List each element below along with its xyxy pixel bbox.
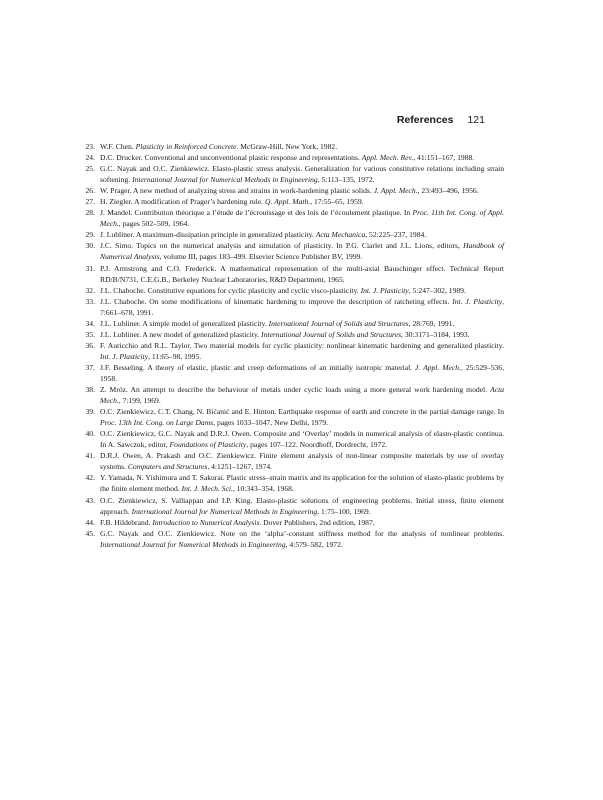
reference-item bbox=[78, 285, 504, 296]
reference-text-segment: , 41:151–167, 1988. bbox=[413, 153, 475, 163]
reference-item bbox=[78, 196, 504, 207]
reference-text bbox=[100, 185, 504, 196]
reference-list bbox=[78, 141, 504, 550]
reference-source-title: International Journal for Numerical Methods in Engineering bbox=[131, 506, 318, 516]
reference-text-segment: D.R.J. Owen, A. Prakash and O.C. Zienkiewicz. Finite element analysis of non-linear composite materials by use of overlay systems. bbox=[100, 451, 504, 472]
reference-text-segment: W.F. Chen. bbox=[100, 142, 136, 151]
reference-text-segment: J.L. Lubliner. A new model of generalized plasticity. bbox=[100, 329, 262, 339]
reference-text-segment: J.L. Chaboche. On some modifications of kinematic hardening to improve the description of ratcheting effects. bbox=[100, 296, 453, 306]
reference-text-segment: , 1:75–100, 1969. bbox=[317, 506, 371, 516]
reference-text-segment: O.C. Zienkiewicz, G.C. Nayak and D.R.J. Owen. Composite and ‘Overlay’ models in numerical analysis of elasto-plastic continua. In A. Sawczuk, editor, bbox=[100, 429, 504, 450]
reference-item bbox=[78, 450, 504, 472]
reference-text-segment: F.B. Hildebrand. bbox=[100, 517, 153, 527]
reference-source-title: Proc. 11th Int. Cong. of Appl. Mech. bbox=[100, 208, 504, 229]
reference-source-title: J. Appl. Mech. bbox=[415, 362, 461, 372]
reference-source-title: Int. J. Plasticity bbox=[100, 351, 149, 361]
reference-item bbox=[78, 495, 504, 517]
reference-text-segment: , 4:579–582, 1972. bbox=[285, 539, 343, 549]
reference-text bbox=[100, 340, 504, 362]
reference-text-segment: J. Lubliner. A maximum-dissipation principle in generalized plasticity. bbox=[100, 230, 316, 240]
reference-source-title: Acta Mech. bbox=[100, 385, 504, 406]
reference-text bbox=[100, 472, 504, 494]
reference-source-title: Handbook of Numerical Analysis bbox=[100, 241, 504, 262]
reference-text-segment: , 4:1251–1267, 1974. bbox=[207, 462, 273, 472]
reference-text bbox=[100, 428, 504, 450]
reference-item bbox=[78, 340, 504, 362]
reference-text-segment: O.C. Zienkiewicz, C.T. Chang, N. Bićanić and E. Hinton. Earthquake response of earth and concrete in the partial damage range. In bbox=[100, 407, 504, 417]
reference-number: 40. bbox=[85, 429, 95, 439]
reference-text bbox=[100, 528, 504, 550]
reference-text bbox=[100, 362, 504, 384]
reference-item bbox=[78, 296, 504, 318]
reference-item bbox=[78, 207, 504, 229]
reference-number: 38. bbox=[85, 385, 95, 395]
reference-text-segment: , 25:529–536, 1958. bbox=[100, 362, 504, 383]
reference-number: 26. bbox=[85, 186, 95, 196]
reference-item bbox=[78, 472, 504, 494]
reference-number: 36. bbox=[85, 340, 95, 350]
reference-text-segment: J. Mandel. Contribution théorique a l’étude de l’écrouissage et des lois de l’écoulement plastique. In bbox=[100, 208, 413, 218]
reference-text bbox=[100, 141, 504, 152]
reference-text-segment: . Dover Publishers, 2nd edition, 1987. bbox=[259, 517, 375, 527]
reference-item bbox=[78, 163, 504, 185]
reference-text-segment: , 10:343–354, 1968. bbox=[232, 484, 294, 494]
reference-text bbox=[100, 318, 504, 329]
reference-source-title: International Journal for Numerical Methods in Engineering bbox=[100, 539, 286, 549]
reference-source-title: Acta Mechanica bbox=[315, 230, 366, 240]
reference-text-segment: , volume III, pages 183–499. Elsevier Science Publisher BV, 1999. bbox=[159, 252, 363, 262]
reference-text-segment: H. Ziegler. A modification of Prager’s hardening rule. bbox=[100, 197, 265, 207]
reference-item bbox=[78, 141, 504, 152]
reference-text-segment: J.F. Besseling. A theory of elastic, plastic and creep deformations of an initially isotropic material. bbox=[100, 362, 416, 372]
reference-text-segment: W. Prager. A new method of analyzing stress and strains in work-hardening plastic solids. bbox=[100, 186, 374, 196]
reference-text bbox=[100, 263, 504, 285]
reference-text-segment: , 11:65–98, 1995. bbox=[148, 351, 202, 361]
reference-source-title: Introduction to Numerical Analysis bbox=[152, 517, 260, 527]
reference-text-segment: J.C. Simo. Topics on the numerical analysis and simulation of plasticity. In P.G. Ciarlet and J.L. Lions, editors, bbox=[100, 241, 464, 251]
reference-item bbox=[78, 263, 504, 285]
reference-source-title: Q. Appl. Math. bbox=[264, 197, 311, 207]
reference-text-segment: Y. Yamada, N. Yishimura and T. Sakurai. Plastic stress–strain matrix and its application for the solution of elasto-plastic problems by the finite element method. bbox=[100, 473, 504, 494]
reference-text bbox=[100, 196, 504, 207]
reference-number: 29. bbox=[85, 230, 95, 240]
reference-number: 30. bbox=[85, 241, 95, 251]
reference-text bbox=[100, 517, 504, 528]
reference-item bbox=[78, 517, 504, 528]
reference-item bbox=[78, 329, 504, 340]
reference-text-segment: , 17:55–65, 1959. bbox=[310, 197, 364, 207]
reference-number: 25. bbox=[85, 164, 95, 174]
reference-text bbox=[100, 240, 504, 262]
reference-text-segment: , 28:769, 1991. bbox=[408, 318, 455, 328]
reference-number: 43. bbox=[85, 495, 95, 505]
reference-number: 34. bbox=[85, 318, 95, 328]
page-number: 121 bbox=[467, 114, 485, 126]
reference-number: 45. bbox=[85, 528, 95, 538]
reference-number: 28. bbox=[85, 208, 95, 218]
running-header bbox=[397, 114, 485, 126]
reference-number: 42. bbox=[85, 473, 95, 483]
reference-number: 35. bbox=[85, 329, 95, 339]
reference-text-segment: . McGraw-Hill, New York, 1982. bbox=[236, 142, 338, 151]
reference-text-segment: J.L. Lubliner. A simple model of generalized plasticity. bbox=[100, 318, 269, 328]
reference-text-segment: , pages 502–509, 1964. bbox=[118, 219, 190, 229]
reference-text bbox=[100, 163, 504, 185]
reference-text-segment: , 7:199, 1969. bbox=[118, 396, 161, 406]
reference-source-title: International Journal of Solids and Structures bbox=[261, 329, 402, 339]
reference-source-title: Computers and Structures bbox=[127, 462, 208, 472]
reference-text bbox=[100, 296, 504, 318]
reference-item bbox=[78, 406, 504, 428]
reference-text bbox=[100, 450, 504, 472]
reference-item bbox=[78, 185, 504, 196]
reference-text bbox=[100, 329, 504, 340]
reference-source-title: Plasticity in Reinforced Concrete bbox=[135, 142, 237, 151]
reference-source-title: Int. J. Mech. Sci. bbox=[181, 484, 233, 494]
reference-text bbox=[100, 495, 504, 517]
reference-text-segment: F. Auricchio and R.L. Taylor. Two material models for cyclic plasticity: nonlinear kinematic hardening and generalized plasticity. bbox=[100, 340, 504, 350]
reference-text-segment: , 30:3171–3184, 1993. bbox=[401, 329, 470, 339]
reference-text-segment: , pages 107–122. Noordhoff, Dordrecht, 1972. bbox=[246, 440, 388, 450]
reference-source-title: Appl. Mech. Rev. bbox=[361, 153, 414, 163]
reference-item bbox=[78, 428, 504, 450]
reference-text-segment: , pages 1033–1047, New Delhi, 1979. bbox=[213, 418, 329, 428]
reference-text-segment: G.C. Nayak and O.C. Zienkiewicz. Elasto-plastic stress analysis. Generalization for various constitutive relations including strain softening. bbox=[100, 164, 504, 185]
reference-source-title: J. Appl. Mech. bbox=[373, 186, 418, 196]
reference-number: 31. bbox=[85, 263, 95, 273]
reference-source-title: Foundations of Plasticity bbox=[169, 440, 247, 450]
reference-text-segment: , 7:661–678, 1991. bbox=[100, 296, 504, 317]
reference-source-title: Proc. 13th Int. Cong. on Large Dams bbox=[100, 418, 214, 428]
reference-source-title: Int. J. Plasticity bbox=[360, 285, 409, 295]
reference-item bbox=[78, 528, 504, 550]
reference-item bbox=[78, 318, 504, 329]
reference-text-segment: O.C. Zienkiewicz, S. Valliappan and I.P. King. Elasto-plastic solutions of engineering problems. Initial stress, finite element approach. bbox=[100, 495, 504, 516]
reference-text-segment: , 52:225–237, 1984. bbox=[365, 230, 427, 240]
section-title: References bbox=[396, 114, 454, 126]
reference-number: 27. bbox=[85, 197, 95, 207]
reference-text-segment: P.J. Armstrong and C.O. Frederick. A mathematical representation of the multi-axial Bauschinger effect. Technical Report RD/B/N731, C.E.G.B., Berkeley Nuclear Laboratories, R&D Department, 1965. bbox=[100, 263, 504, 284]
reference-text-segment: D.C. Drucker. Conventional and unconventional plastic response and representations. bbox=[100, 153, 362, 163]
reference-text-segment: J.L. Chaboche. Constitutive equations for cyclic plasticity and cyclic visco-plasticity. bbox=[100, 285, 361, 295]
reference-text-segment: G.C. Nayak and O.C. Zienkiewicz. Note on the ‘alpha’-constant stiffness method for the analysis of nonlinear problems. bbox=[100, 528, 504, 538]
reference-number: 33. bbox=[85, 296, 95, 306]
reference-item bbox=[78, 229, 504, 240]
reference-number: 37. bbox=[85, 362, 95, 372]
reference-source-title: International Journal of Solids and Structures bbox=[268, 318, 409, 328]
reference-item bbox=[78, 362, 504, 384]
reference-text-segment: , 5:113–135, 1972. bbox=[317, 175, 375, 185]
reference-text bbox=[100, 285, 504, 296]
reference-text-segment: , 5:247–302, 1989. bbox=[408, 285, 466, 295]
reference-source-title: Int. J. Plasticity bbox=[452, 296, 503, 306]
reference-text-segment: Z. Mróz. An attempt to describe the behaviour of metals under cyclic loads using a more general work hardening model. bbox=[100, 385, 491, 395]
reference-source-title: International Journal for Numerical Methods in Engineering bbox=[132, 175, 318, 185]
reference-number: 24. bbox=[85, 153, 95, 163]
reference-number: 44. bbox=[85, 517, 95, 527]
reference-number: 41. bbox=[85, 451, 95, 461]
reference-item bbox=[78, 152, 504, 163]
reference-number: 39. bbox=[85, 407, 95, 417]
reference-text bbox=[100, 406, 504, 428]
reference-text-segment: , 23:493–496, 1956. bbox=[417, 186, 479, 196]
reference-text bbox=[100, 384, 504, 406]
reference-number: 32. bbox=[85, 285, 95, 295]
reference-item bbox=[78, 384, 504, 406]
reference-number: 23. bbox=[85, 142, 95, 151]
reference-text bbox=[100, 152, 504, 163]
reference-text bbox=[100, 207, 504, 229]
reference-item bbox=[78, 240, 504, 262]
reference-text bbox=[100, 229, 504, 240]
